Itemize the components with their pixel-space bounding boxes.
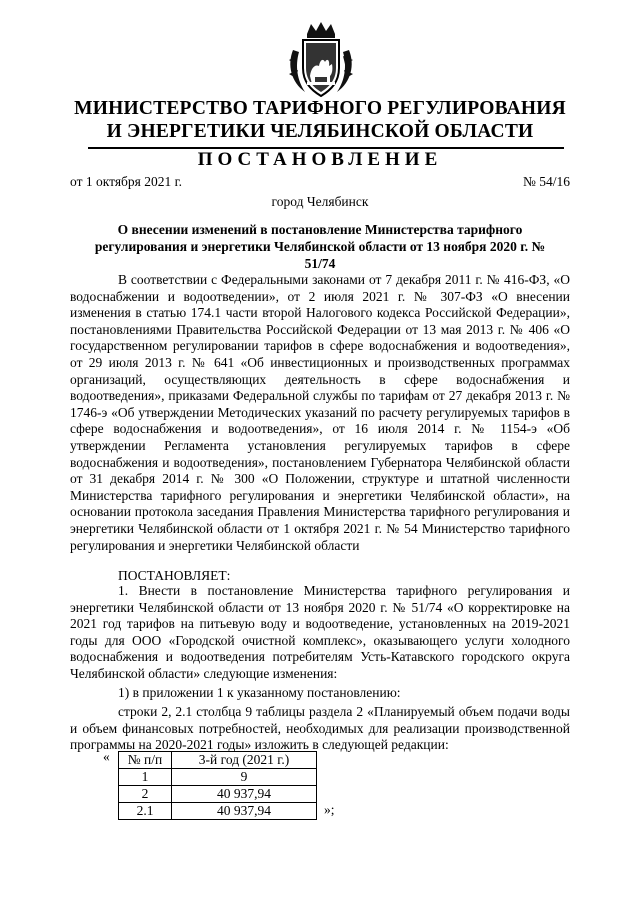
document-subject: О внесении изменений в постановление Министерства тарифного регулирования и энергетики Челябинской области от 13 ноября 2020 г. № 51/74 [94, 222, 546, 271]
table-cell: 2 [119, 786, 172, 803]
table-quote-open: « [103, 749, 110, 764]
paragraph-item-1: 1. Внести в постановление Министерства тарифного регулирования и энергетики Челябинской области от 13 ноября 2020 г. № 51/74 «О корректировке на 2021 год тарифов на питьевую воду и водоотведение, установленных на 2019-2021 годы для ООО «Городской очистной комплекс», оказывающего услуги холодного водоснабжения и водоотведения потребителям Усть-Катавского городского округа Челябинской области» следующие изменения: [70, 583, 570, 681]
paragraph-subitem-1: 1) в приложении 1 к указанному постановлению: [118, 685, 401, 700]
table-row [119, 803, 317, 820]
table-row [119, 769, 317, 786]
table-cell: 1 [119, 769, 172, 786]
document-type: ПОСТАНОВЛЕНИЕ [197, 149, 443, 170]
amendment-table [118, 751, 317, 820]
ministry-title-line1: МИНИСТЕРСТВО ТАРИФНОГО РЕГУЛИРОВАНИЯ [74, 98, 566, 119]
table-cell: 9 [172, 769, 317, 786]
coat-of-arms-icon [285, 20, 357, 100]
table-cell: 40 937,94 [172, 803, 317, 820]
table-header-row [119, 752, 317, 769]
ministry-title-line2: И ЭНЕРГЕТИКИ ЧЕЛЯБИНСКОЙ ОБЛАСТИ [106, 121, 534, 142]
document-number: № 54/16 [522, 174, 570, 189]
document-city: город Челябинск [271, 194, 369, 209]
table-quote-close: »; [324, 802, 335, 817]
table-cell: 2.1 [119, 803, 172, 820]
paragraph-preamble: В соответствии с Федеральными законами от 7 декабря 2011 г. № 416-ФЗ, «О водоснабжении и водоотведении», от 2 июля 2021 г. № 307-ФЗ «О внесении изменения в статью 174.1 части второй Налогового кодекса Российской Федерации», постановлениями Правительства Российской Федерации от 13 мая 2013 г. № 406 «О государственном регулировании тарифов в сфере водоснабжения и водоотведения», от 29 июля 2013 г. № 641 «Об инвестиционных и производственных программах организаций, осуществляющих деятельность в сфере водоснабжения и водоотведения», приказами Федеральной службы по тарифам от 27 декабря 2013 г. № 1746-э «Об утверждении Методических указаний по расчету регулируемых тарифов в сфере водоснабжения и водоотведения», от 16 июля 2014 г. № 1154-э «Об утверждении Регламента установления регулируемых тарифов в сфере водоснабжения и водоотведения», постановлением Губернатора Челябинской области от 31 декабря 2014 г. № 300 «О Положении, структуре и штатной численности Министерства тарифного регулирования и энергетики Челябинской области», на основании протокола заседания Правления Министерства тарифного регулирования и энергетики Челябинской области от 1 октября 2021 г. № 54 Министерство тарифного регулирования и энергетики Челябинской области [70, 272, 570, 553]
table-row [119, 786, 317, 803]
table-cell: 40 937,94 [172, 786, 317, 803]
document-date: от 1 октября 2021 г. [70, 174, 183, 189]
table-header-cell: № п/п [119, 752, 172, 769]
table-header-cell: 3-й год (2021 г.) [172, 752, 317, 769]
postanovlyaet-heading: ПОСТАНОВЛЯЕТ: [118, 568, 231, 583]
paragraph-rows-change: строки 2, 2.1 столбца 9 таблицы раздела 2 «Планируемый объем подачи воды и объем финансовых потребностей, необходимых для реализации производственной программы на 2020-2021 годы» изложить в следующей редакции: [70, 704, 570, 753]
